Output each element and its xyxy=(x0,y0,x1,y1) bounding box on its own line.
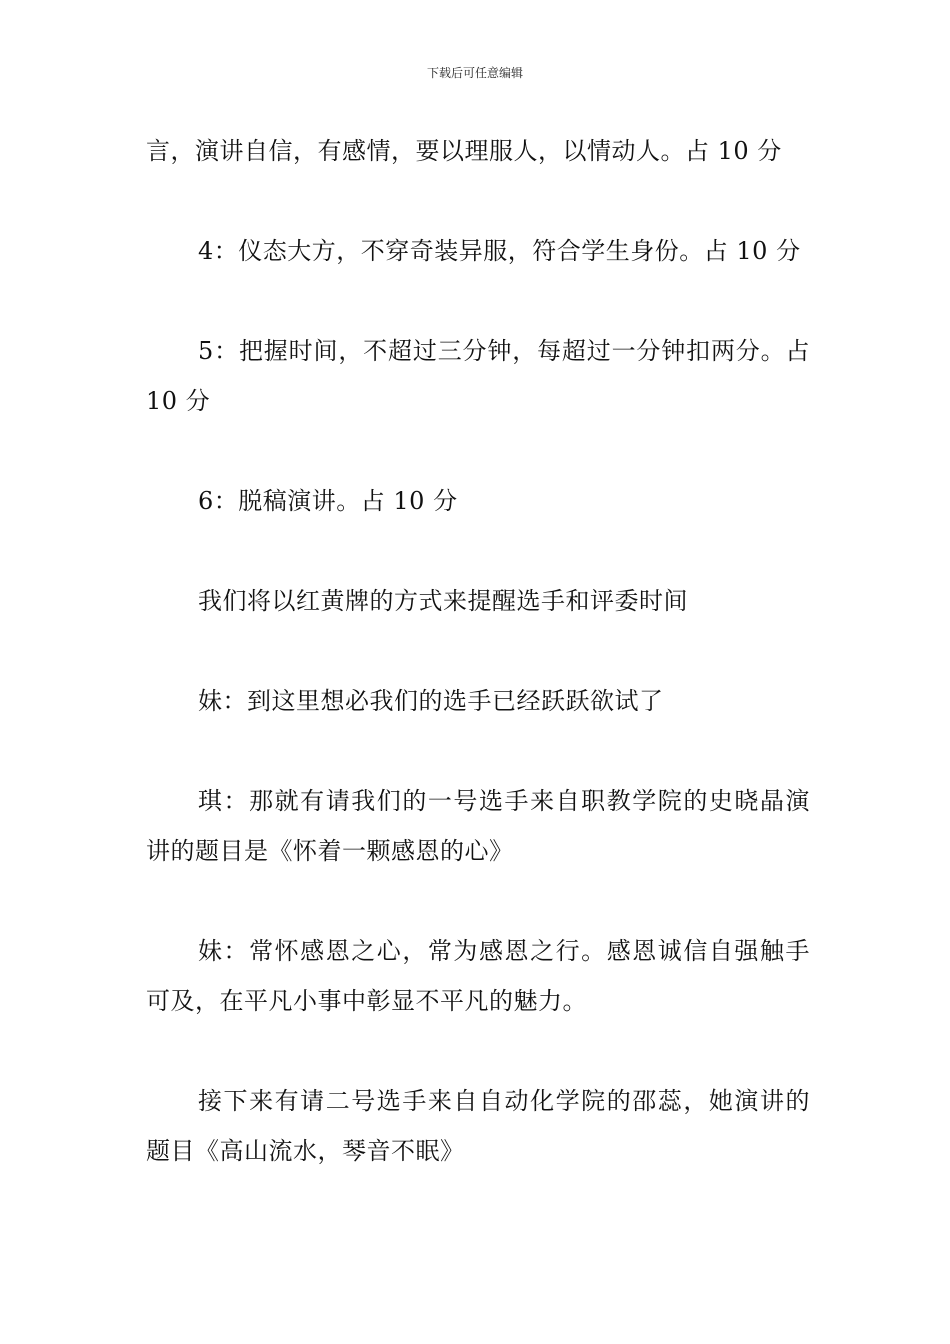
document-body xyxy=(146,126,810,1226)
paragraph-9: 接下来有请二号选手来自自动化学院的邵蕊，她演讲的题目《高山流水，琴音不眠》 xyxy=(146,1087,810,1165)
page-header xyxy=(0,64,950,82)
header-note: 下载后可任意编辑 xyxy=(426,66,523,80)
paragraph-8: 妹：常怀感恩之心，常为感恩之行。感恩诚信自强触手可及，在平凡小事中彰显不平凡的魅力。 xyxy=(146,937,810,1015)
paragraph-5: 我们将以红黄牌的方式来提醒选手和评委时间 xyxy=(198,587,688,615)
paragraph-3: 5：把握时间，不超过三分钟，每超过一分钟扣两分。占 10 分 xyxy=(146,337,810,415)
paragraph-6: 妹：到这里想必我们的选手已经跃跃欲试了 xyxy=(198,687,664,715)
paragraph-2: 4：仪态大方，不穿奇装异服，符合学生身份。占 10 分 xyxy=(198,237,801,265)
paragraph-1: 言，演讲自信，有感情，要以理服人，以情动人。占 10 分 xyxy=(146,137,782,165)
paragraph-7: 琪：那就有请我们的一号选手来自职教学院的史晓晶演讲的题目是《怀着一颗感恩的心》 xyxy=(146,787,810,865)
paragraph-4: 6：脱稿演讲。占 10 分 xyxy=(198,487,458,515)
